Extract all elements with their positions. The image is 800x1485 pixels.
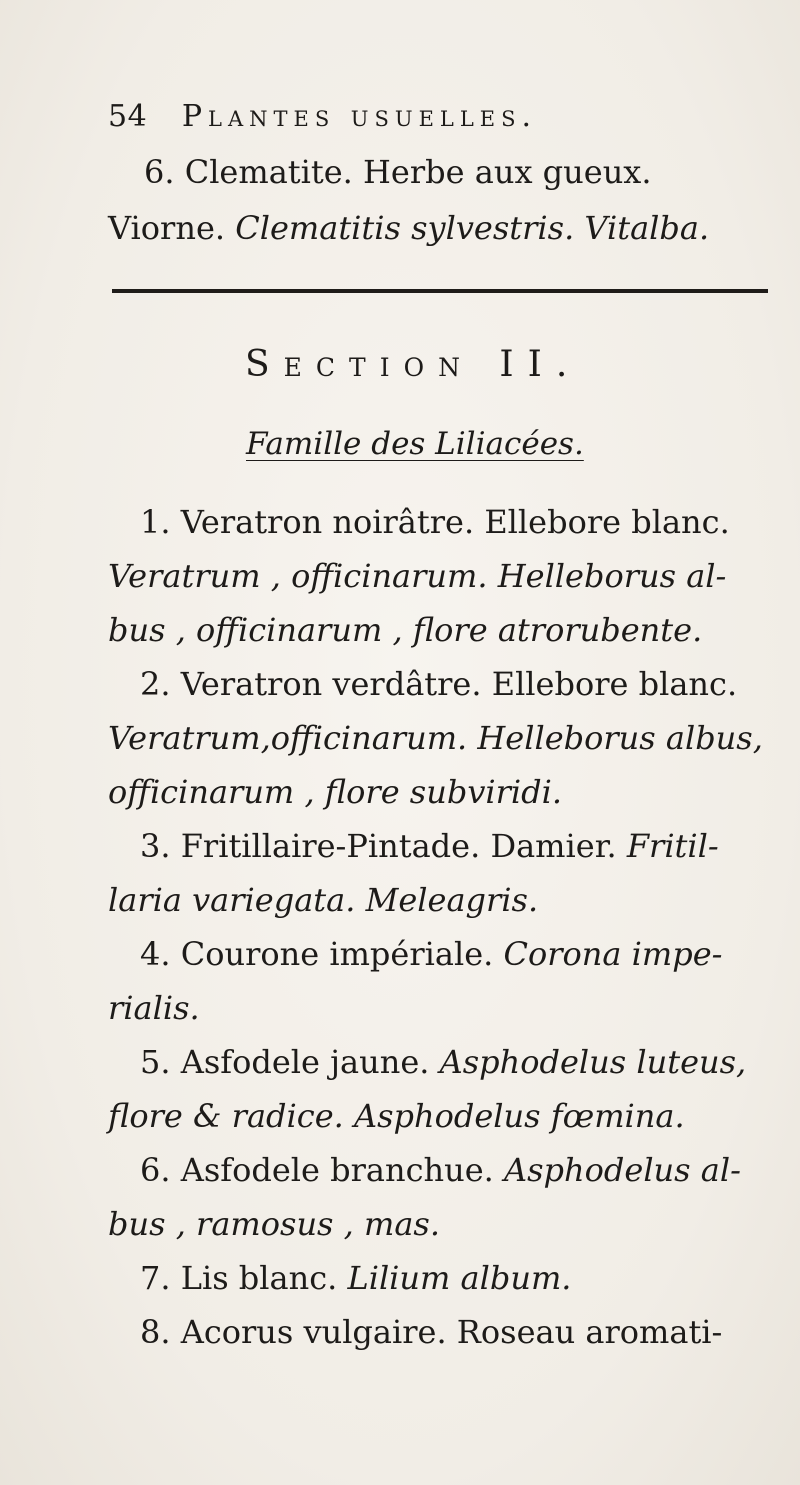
entry-line <box>140 935 723 973</box>
entry-text: 3. Fritillaire-Pintade. Damier. <box>140 827 617 865</box>
entry-latin: Lilium album. <box>347 1259 572 1297</box>
entry-line: 6. Clematite. Herbe aux gueux. <box>144 153 652 191</box>
entry-text: 7. Lis blanc. <box>140 1259 338 1297</box>
entry-latin: Asphodelus al- <box>504 1151 741 1189</box>
family-title <box>246 426 584 462</box>
entry-line: flore & radice. Asphodelus fœmina. <box>108 1097 685 1135</box>
family-title-text: Famille des Liliacées. <box>246 426 584 462</box>
entry-text: 5. Asfodele jaune. <box>140 1043 430 1081</box>
entry-line: bus , officinarum , flore atrorubente. <box>108 611 703 649</box>
entry-line: rialis. <box>108 989 200 1027</box>
entry-line <box>140 1043 747 1081</box>
entry-line: Veratrum,officinarum. Helleborus albus, <box>108 719 763 757</box>
entry-latin: Clematitis sylvestris. Vitalba. <box>235 209 710 247</box>
entry-line: Veratrum , officinarum. Helleborus al- <box>108 557 727 595</box>
entry-latin: Fritil- <box>626 827 719 865</box>
running-head: Plantes usuelles. <box>181 99 538 134</box>
entry-line: 1. Veratron noirâtre. Ellebore blanc. <box>140 503 730 541</box>
entry-latin: Asphodelus luteus, <box>439 1043 747 1081</box>
page-header <box>108 96 537 134</box>
entry-line: officinarum , flore subviridi. <box>108 773 563 811</box>
entry-line <box>108 209 710 247</box>
page-number: 54 <box>108 99 148 134</box>
entry-line <box>140 827 719 865</box>
entry-line: 8. Acorus vulgaire. Roseau aromati- <box>140 1313 723 1351</box>
entry-latin: Corona impe- <box>503 935 723 973</box>
section-rule <box>112 289 768 293</box>
entry-line <box>140 1259 572 1297</box>
entry-line: 2. Veratron verdâtre. Ellebore blanc. <box>140 665 738 703</box>
section-title: Section II. <box>245 344 582 385</box>
entry-line: laria variegata. Meleagris. <box>108 881 539 919</box>
entry-text: 6. Asfodele branchue. <box>140 1151 494 1189</box>
entry-text: 4. Courone impériale. <box>140 935 494 973</box>
entry-line <box>140 1151 741 1189</box>
entry-text: Viorne. <box>108 209 226 247</box>
entry-line: bus , ramosus , mas. <box>108 1205 440 1243</box>
